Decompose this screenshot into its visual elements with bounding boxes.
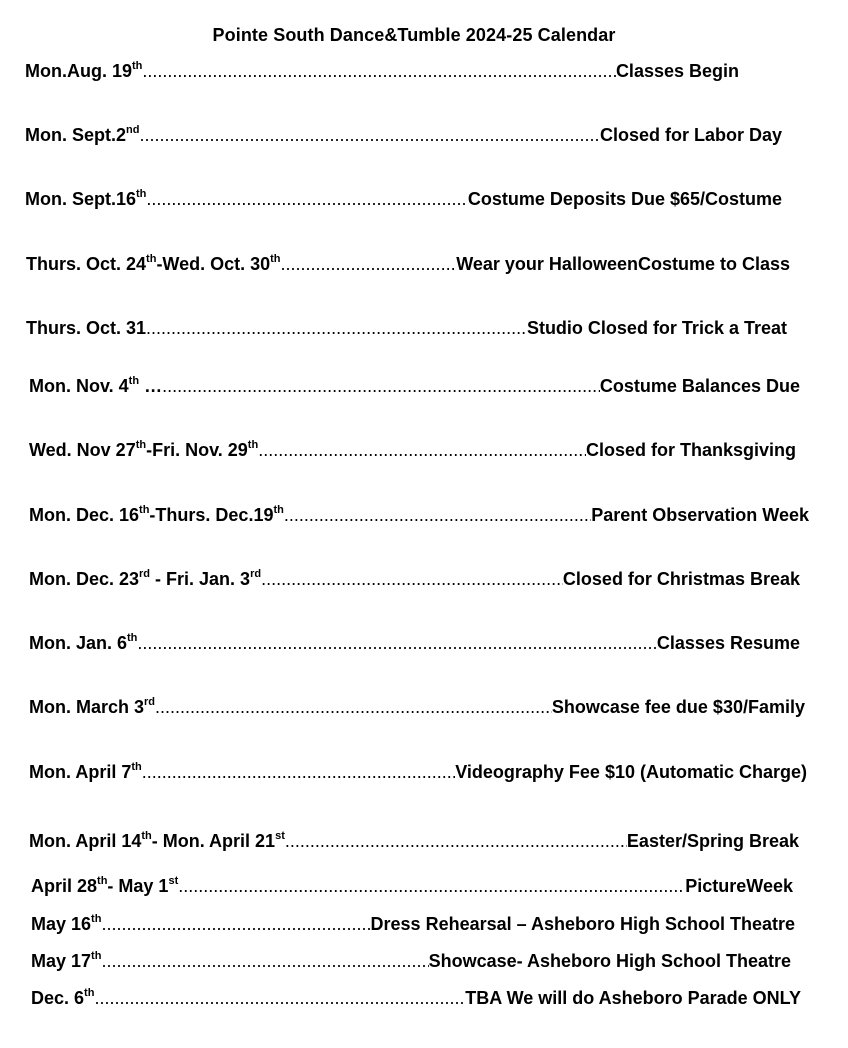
date-part: Mon. Dec. 16 (29, 505, 140, 525)
date-suffix: th (127, 633, 138, 644)
date-suffix: rd (144, 697, 156, 708)
calendar-row-dress-rehearsal (31, 914, 795, 935)
dot-leader (137, 633, 657, 654)
calendar-row-picture-week (31, 876, 793, 897)
entry-date (29, 762, 142, 783)
dot-leader (101, 951, 428, 972)
dot-leader (101, 914, 370, 935)
date-part-2: … (139, 376, 163, 396)
date-part: Thurs. Oct. 31 (26, 318, 147, 338)
date-suffix: th (146, 254, 157, 265)
date-suffix: th (132, 61, 143, 72)
dot-leader (139, 125, 600, 146)
entry-event: Classes Resume (656, 633, 800, 653)
date-part-2: -Thurs. Dec.19 (149, 505, 274, 525)
dot-leader (285, 831, 627, 852)
calendar-row-thanksgiving (29, 440, 796, 461)
date-suffix: th (97, 876, 108, 887)
date-part: Mon.Aug. 19 (25, 61, 132, 81)
date-suffix: th (139, 505, 150, 516)
date-part-2: - May 1 (107, 876, 169, 896)
date-part: May 17 (31, 951, 92, 971)
calendar-row-trick-treat (26, 318, 787, 339)
entry-event: Videography Fee $10 (Automatic Charge) (455, 762, 807, 782)
dot-leader (261, 569, 563, 590)
entry-event: Parent Observation Week (591, 505, 809, 525)
calendar-row-parent-observation (29, 505, 809, 526)
date-suffix: nd (126, 125, 140, 136)
entry-date (29, 505, 284, 526)
calendar-row-spring-break (29, 831, 799, 852)
entry-date (31, 876, 178, 897)
entry-date (29, 633, 137, 654)
date-part-2: -Wed. Oct. 30 (156, 254, 271, 274)
date-part: Mon. Sept.2 (25, 125, 127, 145)
dot-leader (155, 697, 552, 718)
dot-leader (258, 440, 586, 461)
entry-date (29, 376, 162, 397)
entry-event: PictureWeek (685, 876, 793, 896)
entry-event: Studio Closed for Trick a Treat (526, 318, 787, 338)
date-suffix: th (136, 189, 147, 200)
entry-date (29, 697, 155, 718)
date-part: Thurs. Oct. 24 (26, 254, 147, 274)
date-suffix: th (131, 762, 142, 773)
date-part: Dec. 6 (31, 988, 85, 1008)
entry-event: Closed for Labor Day (599, 125, 782, 145)
date-part: Mon. Nov. 4 (29, 376, 129, 396)
dot-leader (94, 988, 465, 1009)
entry-date (25, 61, 142, 82)
dot-leader (281, 254, 457, 275)
entry-date (26, 254, 281, 275)
dot-leader (146, 318, 527, 339)
entry-event: Wear your HalloweenCostume to Class (456, 254, 790, 274)
date-suffix: rd (139, 569, 151, 580)
entry-date (29, 831, 285, 852)
date-part: Mon. Dec. 23 (29, 569, 140, 589)
date-part-2: - Fri. Jan. 3 (150, 569, 251, 589)
date-part-2: -Fri. Nov. 29 (146, 440, 248, 460)
calendar-row-halloween-week (26, 254, 790, 275)
date-part: Mon. Jan. 6 (29, 633, 128, 653)
calendar-row-costume-deposits (25, 189, 782, 210)
entry-date (25, 125, 139, 146)
entry-date (31, 951, 101, 972)
dot-leader (142, 61, 616, 82)
date-suffix-2: rd (250, 569, 262, 580)
entry-date (31, 914, 101, 935)
calendar-row-classes-begin (25, 61, 739, 82)
date-part: Mon. April 7 (29, 762, 132, 782)
date-part: May 16 (31, 914, 92, 934)
date-suffix-2: th (247, 440, 259, 451)
date-part-2: - Mon. April 21 (151, 831, 276, 851)
date-suffix-2: th (270, 254, 281, 265)
calendar-row-parade (31, 988, 801, 1009)
calendar-row-christmas-break (29, 569, 800, 590)
date-suffix-2: th (273, 505, 284, 516)
date-suffix: th (135, 440, 147, 451)
dot-leader (284, 505, 591, 526)
entry-date (26, 318, 146, 339)
dot-leader (178, 876, 685, 897)
calendar-row-labor-day (25, 125, 782, 146)
entry-event: Dress Rehearsal – Asheboro High School Theatre (370, 914, 795, 934)
page-title: Pointe South Dance&Tumble 2024-25 Calendar (212, 25, 616, 45)
date-part: Mon. Sept.16 (25, 189, 137, 209)
date-suffix-2: st (168, 876, 179, 887)
entry-event: Showcase- Asheboro High School Theatre (428, 951, 791, 971)
date-part: Mon. March 3 (29, 697, 145, 717)
entry-date (29, 440, 258, 461)
calendar-row-videography-fee (29, 762, 807, 783)
date-suffix: th (91, 951, 102, 962)
dot-leader (162, 376, 600, 397)
entry-event: Closed for Christmas Break (562, 569, 800, 589)
date-suffix: th (91, 914, 102, 925)
entry-date (29, 569, 261, 590)
date-suffix: th (128, 376, 140, 387)
date-suffix-2: st (275, 831, 285, 842)
dot-leader (142, 762, 456, 783)
date-part: Wed. Nov 27 (29, 440, 136, 460)
entry-event: TBA We will do Asheboro Parade ONLY (465, 988, 801, 1008)
entry-event: Showcase fee due $30/Family (551, 697, 805, 717)
entry-event: Classes Begin (615, 61, 739, 81)
entry-event: Costume Balances Due (599, 376, 800, 396)
date-suffix: th (84, 988, 95, 999)
date-part: Mon. April 14 (29, 831, 142, 851)
entry-date (25, 189, 146, 210)
date-suffix: th (141, 831, 152, 842)
entry-event: Closed for Thanksgiving (585, 440, 796, 460)
entry-event: Easter/Spring Break (626, 831, 799, 851)
calendar-row-showcase (31, 951, 791, 972)
entry-event: Costume Deposits Due $65/Costume (467, 189, 782, 209)
calendar-row-classes-resume (29, 633, 800, 654)
dot-leader (146, 189, 468, 210)
entry-date (31, 988, 94, 1009)
date-part: April 28 (31, 876, 98, 896)
calendar-row-costume-balances (29, 376, 800, 397)
calendar-row-showcase-fee (29, 697, 805, 718)
